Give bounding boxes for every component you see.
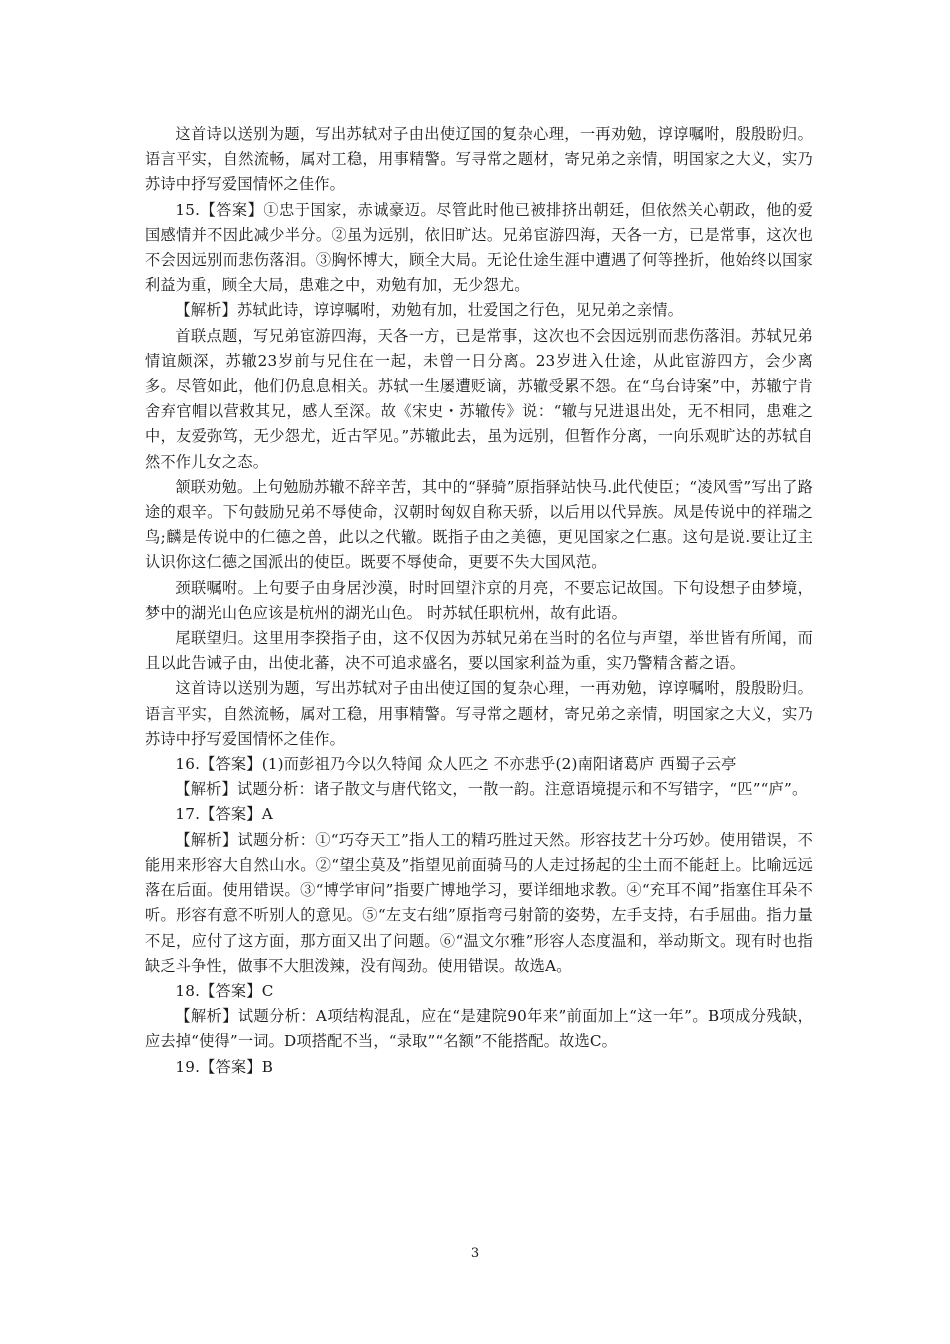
paragraph-summary-1: 这首诗以送别为题，写出苏轼对子由出使辽国的复杂心理，一再劝勉，谆谆嘱咐，殷殷盼归。语言平实，自然流畅，属对工稳，用事精警。写寻常之题材，寄兄弟之亲情，明国家之大义，实乃苏诗中抒写爱国情怀之佳作。 bbox=[145, 125, 813, 194]
paragraph-last-couplet: 尾联望归。这里用李揆指子由，这不仅因为苏轼兄弟在当时的名位与声望，举世皆有所闻，而且以此告诫子由，出使北蕃，决不可追求盛名，要以国家利益为重，实乃警精含蓄之语。 bbox=[145, 629, 813, 673]
paragraph-third-couplet: 颈联嘱咐。上句要子由身居沙漠，时时回望汴京的月亮，不要忘记故国。下句设想子由梦境，梦中的湖光山色应该是杭州的湖光山色。 时苏轼任职杭州，故有此语。 bbox=[145, 578, 813, 622]
paragraph-summary-2: 这首诗以送别为题，写出苏轼对子由出使辽国的复杂心理，一再劝勉，谆谆嘱咐，殷殷盼归。语言平实，自然流畅，属对工稳，用事精警。写寻常之题材，寄兄弟之亲情，明国家之大义，实乃苏诗中抒写爱国情怀之佳作。 bbox=[145, 679, 813, 748]
paragraph-analysis-15: 【解析】苏轼此诗，谆谆嘱咐，劝勉有加，壮爱国之行色，见兄弟之亲情。 bbox=[175, 301, 684, 320]
paragraph-analysis-18: 【解析】试题分析：A项结构混乱，应在“是建院90年来”前面加上“这一年”。B项成分残缺，应去掉“使得”一词。D项搭配不当，“录取”“名额”不能搭配。故选C。 bbox=[145, 1007, 813, 1051]
paragraph-answer-15: 15.【答案】①忠于国家，赤诚豪迈。尽管此时他已被排挤出朝廷，但依然关心朝政，他的爱国感情并不因此减少半分。②虽为远别，依旧旷达。兄弟宦游四海，天各一方，已是常事，这次也不会因远别而悲伤落泪。③胸怀博大，顾全大局。无论仕途生涯中遭遇了何等挫折，他始终以国家利益为重，顾全大局，患难之中，劝勉有加，无少怨尤。 bbox=[145, 200, 813, 295]
paragraph-answer-18: 18.【答案】C bbox=[175, 981, 274, 1000]
page-number: 3 bbox=[470, 1246, 480, 1261]
paragraph-answer-16: 16.【答案】(1)而彭祖乃今以久特闻 众人匹之 不亦悲乎(2)南阳诸葛庐 西蜀子云亭 bbox=[175, 755, 737, 774]
paragraph-answer-17: 17.【答案】A bbox=[175, 805, 273, 824]
paragraph-second-couplet: 颔联劝勉。上句勉励苏辙不辞辛苦，其中的“驿骑”原指驿站快马.此代使臣；“凌风雪”写出了路途的艰辛。下句鼓励兄弟不辱使命，汉朝时匈奴自称天骄，以后用以代异族。凤是传说中的祥瑞之鸟;麟是传说中的仁德之兽，此以之代辙。既指子由之美德，更见国家之仁惠。这句是说.要让辽主认识你这仁德之国派出的使臣。既要不辱使命，更要不失大国风范。 bbox=[145, 477, 813, 572]
document-body bbox=[145, 122, 813, 1080]
paragraph-answer-19: 19.【答案】B bbox=[175, 1057, 274, 1076]
paragraph-analysis-16: 【解析】试题分析：诸子散文与唐代铭文，一散一韵。注意语境提示和不写错字，“匹”“庐”。 bbox=[175, 780, 808, 799]
paragraph-first-couplet: 首联点题，写兄弟宦游四海，天各一方，已是常事，这次也不会因远别而悲伤落泪。苏轼兄弟情谊颇深，苏辙23岁前与兄住在一起，未曾一日分离。23岁进入仕途，从此宦游四方，会少离多。尽管如此，他们仍息息相关。苏轼一生屡遭贬谪，苏辙受累不怨。在“乌台诗案”中，苏辙宁肯舍弃官帽以营救其兄，感人至深。故《宋史・苏辙传》说：“辙与兄进退出处，无不相同，患难之中，友爱弥笃，无少怨尤，近古罕见。”苏辙此去，虽为远别，但暂作分离，一向乐观旷达的苏轼自然不作儿女之态。 bbox=[145, 326, 813, 471]
paragraph-analysis-17: 【解析】试题分析：①“巧夺天工”指人工的精巧胜过天然。形容技艺十分巧妙。使用错误，不能用来形容大自然山水。②“望尘莫及”指望见前面骑马的人走过扬起的尘土而不能赶上。比喻远远落在后面。使用错误。③“博学审问”指要广博地学习，要详细地求教。④“充耳不闻”指塞住耳朵不听。形容有意不听别人的意见。⑤“左支右绌”原指弯弓射箭的姿势，左手支持，右手屈曲。指力量不足，应付了这方面，那方面又出了问题。⑥“温文尔雅”形容人态度温和，举动斯文。现有时也指缺乏斗争性，做事不大胆泼辣，没有闯劲。使用错误。故选A。 bbox=[145, 830, 813, 975]
